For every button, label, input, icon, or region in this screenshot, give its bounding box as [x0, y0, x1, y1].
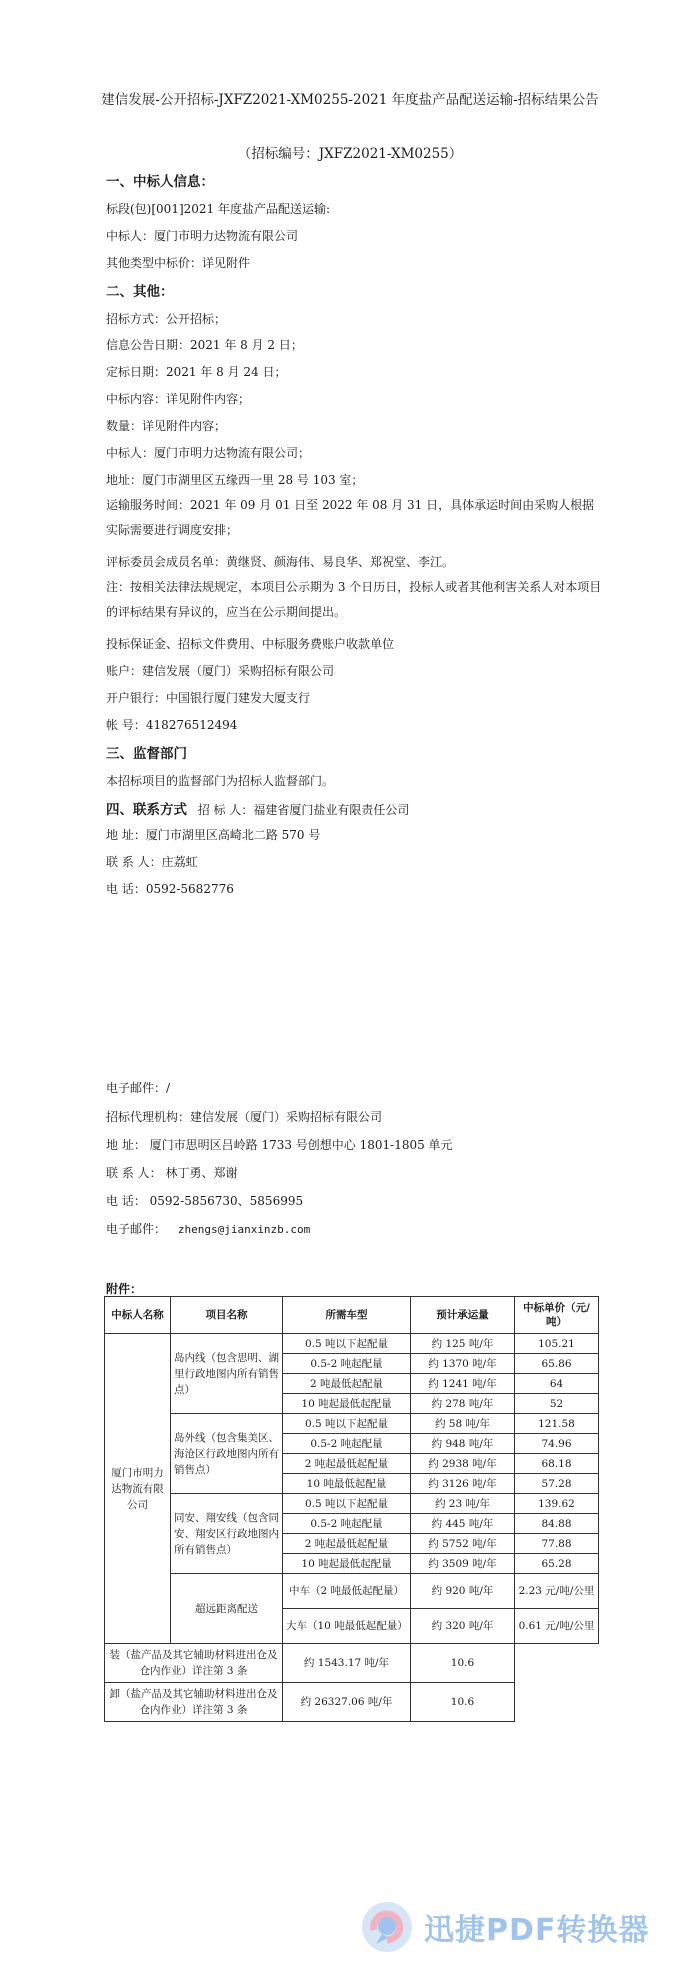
tenderer-contact-line: 联 系 人：庄荔虹	[106, 855, 198, 869]
volume-cell: 约 23 吨/年	[411, 1494, 515, 1514]
lot-line: 标段(包)[001]2021 年度盐产品配送运输:	[106, 202, 331, 216]
table-row	[105, 1334, 599, 1354]
price-cell: 139.62	[515, 1494, 599, 1514]
volume-cell: 约 3509 吨/年	[411, 1554, 515, 1574]
watermark-text: 迅捷PDF转换器	[424, 1913, 650, 1948]
volume-cell: 约 3126 吨/年	[411, 1474, 515, 1494]
price-cell: 57.28	[515, 1474, 599, 1494]
email-label: 电子邮件：	[106, 1222, 167, 1236]
price-cell: 77.88	[515, 1534, 599, 1554]
agency-email-line	[106, 1220, 310, 1237]
price-cell: 0.61 元/吨/公里	[515, 1609, 599, 1644]
table-row	[105, 1683, 599, 1722]
price-cell: 52	[515, 1394, 599, 1414]
header-volume: 预计承运量	[411, 1297, 515, 1334]
header-vehicle: 所需车型	[283, 1297, 411, 1334]
method-line: 招标方式：公开招标；	[106, 312, 227, 326]
watermark	[360, 1900, 649, 1954]
volume-cell: 约 1543.17 吨/年	[283, 1644, 411, 1683]
table-row	[105, 1494, 599, 1514]
price-cell: 105.21	[515, 1334, 599, 1354]
vehicle-cell: 10 吨起最低起配量	[283, 1394, 411, 1414]
price-line: 其他类型中标价：详见附件	[106, 256, 251, 270]
converter-logo-icon	[360, 1900, 414, 1954]
vehicle-cell: 10 吨起最低起配量	[283, 1554, 411, 1574]
winner-line: 中标人：厦门市明力达物流有限公司	[106, 229, 299, 243]
price-cell: 65.86	[515, 1354, 599, 1374]
table-row	[105, 1574, 599, 1609]
agency-line: 招标代理机构：建信发展（厦门）采购招标有限公司	[106, 1110, 383, 1124]
header-price: 中标单价（元/吨）	[515, 1297, 599, 1334]
vehicle-cell: 0.5 吨以下起配量	[283, 1334, 411, 1354]
price-cell: 65.28	[515, 1554, 599, 1574]
address-line: 地址：厦门市湖里区五缘西一里 28 号 103 室；	[106, 473, 364, 487]
project-cell: 超远距离配送	[171, 1574, 283, 1644]
email-value[interactable]: zhengs@jianxinzb.com	[177, 1223, 311, 1236]
vehicle-cell: 2 吨起最低起配量	[283, 1454, 411, 1474]
volume-cell: 约 2938 吨/年	[411, 1454, 515, 1474]
account-no-line: 帐 号：418276512494	[106, 718, 238, 732]
service-period-line: 运输服务时间：2021 年 09 月 01 日至 2022 年 08 月 31 日，具体承运时间由采购人根据实际需要进行调度安排；	[106, 498, 595, 537]
section4-heading	[106, 798, 409, 818]
volume-cell: 约 5752 吨/年	[411, 1534, 515, 1554]
volume-cell: 约 445 吨/年	[411, 1514, 515, 1534]
agency-phone-line: 电 话： 0592-5856730、5856995	[106, 1194, 304, 1208]
volume-cell: 约 1241 吨/年	[411, 1374, 515, 1394]
header-project: 项目名称	[171, 1297, 283, 1334]
volume-cell: 约 58 吨/年	[411, 1414, 515, 1434]
volume-cell: 约 26327.06 吨/年	[283, 1683, 411, 1722]
attachment-label: 附件：	[106, 1282, 143, 1296]
supervision-line: 本招标项目的监督部门为招标人监督部门。	[106, 774, 335, 788]
vehicle-cell: 0.5 吨以下起配量	[283, 1414, 411, 1434]
section3-heading: 三、监督部门	[106, 746, 187, 762]
tenderer-address-line: 地 址：厦门市湖里区高崎北二路 570 号	[106, 828, 321, 842]
header-winner: 中标人名称	[105, 1297, 171, 1334]
vehicle-cell: 0.5-2 吨起配量	[283, 1354, 411, 1374]
project-cell: 同安、翔安线（包含同安、翔安区行政地图内所有销售点）	[171, 1494, 283, 1574]
attachment-table	[104, 1296, 599, 1722]
project-cell: 岛内线（包含思明、湖里行政地图内所有销售点）	[171, 1334, 283, 1414]
section1-heading: 一、中标人信息：	[106, 174, 214, 190]
quantity-line: 数量：详见附件内容；	[106, 419, 227, 433]
table-header-row	[105, 1297, 599, 1334]
vehicle-cell: 10 吨最低起配量	[283, 1474, 411, 1494]
volume-cell: 约 1370 吨/年	[411, 1354, 515, 1374]
volume-cell: 约 320 吨/年	[411, 1609, 515, 1644]
volume-cell: 约 125 吨/年	[411, 1334, 515, 1354]
winner-name-cell: 厦门市明力达物流有限公司	[105, 1334, 171, 1644]
email-line-1: 电子邮件：/	[106, 1081, 171, 1095]
table-row	[105, 1414, 599, 1434]
price-cell: 10.6	[411, 1644, 515, 1683]
winner2-line: 中标人：厦门市明力达物流有限公司；	[106, 446, 311, 460]
account-line: 账户：建信发展（厦门）采购招标有限公司	[106, 664, 335, 678]
tender-number: （招标编号：JXFZ2021-XM0255）	[237, 146, 463, 162]
volume-cell: 约 920 吨/年	[411, 1574, 515, 1609]
tenderer-phone-line: 电 话：0592-5682776	[106, 882, 234, 896]
section2-heading: 二、其他：	[106, 284, 174, 300]
vehicle-cell: 中车（2 吨最低起配量）	[283, 1574, 411, 1609]
deposit-line: 投标保证金、招标文件费用、中标服务费账户收款单位	[106, 637, 395, 651]
vehicle-cell: 0.5-2 吨起配量	[283, 1514, 411, 1534]
extra-project-cell: 装（盐产品及其它辅助材料进出仓及仓内作业）详注第 3 条	[105, 1644, 283, 1683]
vehicle-cell: 2 吨起最低起配量	[283, 1534, 411, 1554]
price-cell: 64	[515, 1374, 599, 1394]
price-cell: 121.58	[515, 1414, 599, 1434]
award-date-line: 定标日期：2021 年 8 月 24 日；	[106, 365, 287, 379]
volume-cell: 约 278 吨/年	[411, 1394, 515, 1414]
price-cell: 2.23 元/吨/公里	[515, 1574, 599, 1609]
agency-address-line: 地 址： 厦门市思明区吕岭路 1733 号创想中心 1801-1805 单元	[106, 1138, 453, 1152]
price-cell: 74.96	[515, 1434, 599, 1454]
price-cell: 68.18	[515, 1454, 599, 1474]
section4-title: 四、联系方式	[106, 802, 187, 818]
price-cell: 10.6	[411, 1683, 515, 1722]
notice-date-line: 信息公告日期：2021 年 8 月 2 日；	[106, 338, 303, 352]
page-title: 建信发展-公开招标-JXFZ2021-XM0255-2021 年度盐产品配送运输-招标结果公告	[101, 92, 599, 108]
bank-line: 开户银行：中国银行厦门建发大厦支行	[106, 691, 311, 705]
agency-contact-line: 联 系 人： 林丁勇、郑谢	[106, 1166, 238, 1180]
content-line: 中标内容：详见附件内容；	[106, 392, 251, 406]
vehicle-cell: 大车（10 吨最低起配量）	[283, 1609, 411, 1644]
tenderer-line: 招 标 人：福建省厦门盐业有限责任公司	[197, 803, 410, 817]
price-cell: 84.88	[515, 1514, 599, 1534]
project-cell: 岛外线（包含集美区、海沧区行政地图内所有销售点）	[171, 1414, 283, 1494]
note-line: 注：按相关法律法规规定，本项目公示期为 3 个日历日，投标人或者其他利害关系人对本项目的评标结果有异议的，应当在公示期间提出。	[106, 580, 602, 619]
volume-cell: 约 948 吨/年	[411, 1434, 515, 1454]
extra-project-cell: 卸（盐产品及其它辅助材料进出仓及仓内作业）详注第 3 条	[105, 1683, 283, 1722]
committee-line: 评标委员会成员名单：黄继贤、颜海伟、易良华、郑祝堂、李江。	[106, 555, 455, 569]
table-row	[105, 1644, 599, 1683]
vehicle-cell: 2 吨最低起配量	[283, 1374, 411, 1394]
vehicle-cell: 0.5-2 吨起配量	[283, 1434, 411, 1454]
vehicle-cell: 0.5 吨以下起配量	[283, 1494, 411, 1514]
